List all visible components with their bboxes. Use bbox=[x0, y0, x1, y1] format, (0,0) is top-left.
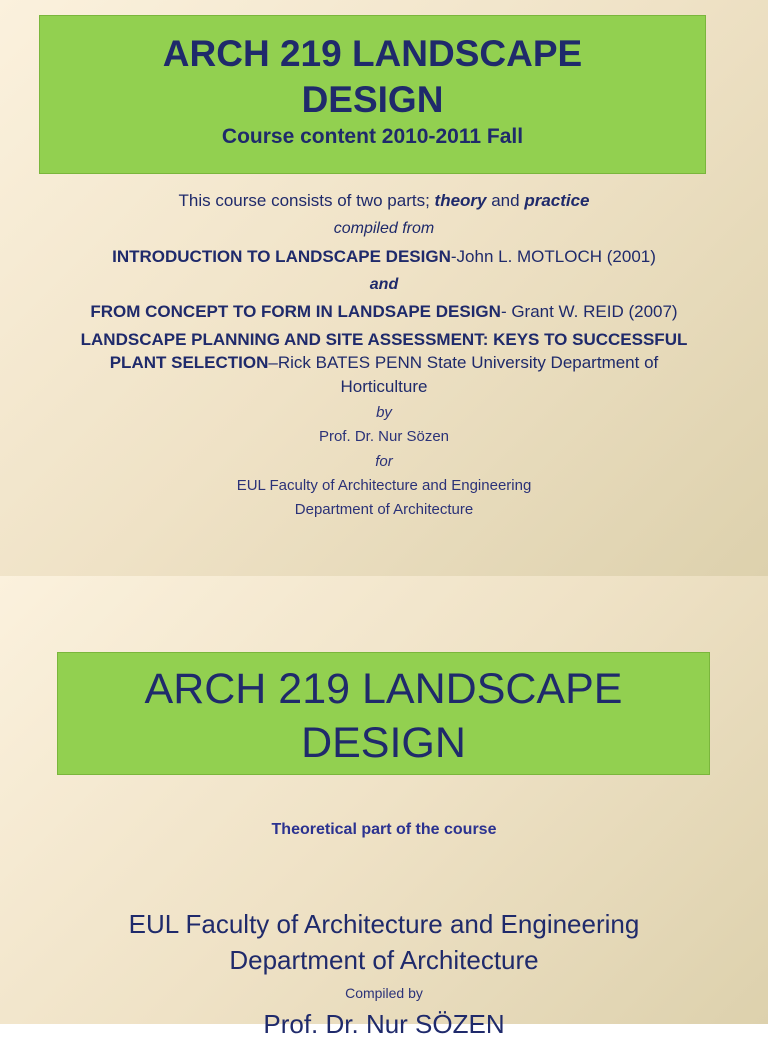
book-3-line-3: Horticulture bbox=[340, 377, 428, 396]
slide-2-department: Department of Architecture bbox=[229, 945, 539, 975]
slide-1-title-line-1: ARCH 219 LANDSCAPE bbox=[162, 33, 583, 74]
slide-2 bbox=[0, 576, 768, 1039]
book-1-title: INTRODUCTION TO LANDSCAPE DESIGN bbox=[112, 247, 451, 266]
slide-1-subtitle: Course content 2010-2011 Fall bbox=[221, 125, 524, 148]
slide-2-professor: Prof. Dr. Nur SÖZEN bbox=[263, 1009, 505, 1039]
faculty-name: EUL Faculty of Architecture and Engineering bbox=[236, 477, 532, 494]
slide-2-title-line-2: DESIGN bbox=[301, 719, 466, 767]
book-2-title: FROM CONCEPT TO FORM IN LANDSAPE DESIGN bbox=[90, 302, 501, 321]
for-label: for bbox=[375, 453, 393, 470]
intro-theory: theory bbox=[434, 191, 487, 210]
book-3-author: –Rick BATES PENN State University Department of bbox=[268, 353, 659, 372]
book-3-line-1: LANDSCAPE PLANNING AND SITE ASSESSMENT: KEYS TO SUCCESSFUL bbox=[80, 330, 688, 349]
slide-1-title-line-2: DESIGN bbox=[301, 79, 444, 120]
compiled-from: compiled from bbox=[333, 220, 435, 237]
book-2-author: - Grant W. REID (2007) bbox=[500, 302, 678, 321]
book-3-line-2 bbox=[0, 353, 768, 373]
book-2-line bbox=[0, 302, 768, 322]
slide-2-faculty: EUL Faculty of Architecture and Engineering bbox=[128, 909, 640, 939]
slide-1-title-box bbox=[39, 15, 706, 174]
theoretical-part: Theoretical part of the course bbox=[271, 821, 497, 838]
book-3-title-end: PLANT SELECTION bbox=[109, 353, 269, 372]
intro-line bbox=[0, 191, 768, 211]
by-label: by bbox=[376, 404, 392, 421]
and-word: and bbox=[369, 276, 399, 293]
department-name: Department of Architecture bbox=[294, 501, 474, 518]
slide-2-title-line-1: ARCH 219 LANDSCAPE bbox=[144, 665, 623, 713]
compiled-by: Compiled by bbox=[345, 985, 423, 1001]
book-1-line bbox=[0, 247, 768, 267]
intro-text: This course consists of two parts; bbox=[178, 191, 435, 210]
intro-and: and bbox=[486, 191, 525, 210]
slide-2-title-box bbox=[57, 652, 710, 775]
professor-name: Prof. Dr. Nur Sözen bbox=[318, 428, 450, 445]
intro-practice: practice bbox=[524, 191, 590, 210]
book-1-author: -John L. MOTLOCH (2001) bbox=[450, 247, 656, 266]
